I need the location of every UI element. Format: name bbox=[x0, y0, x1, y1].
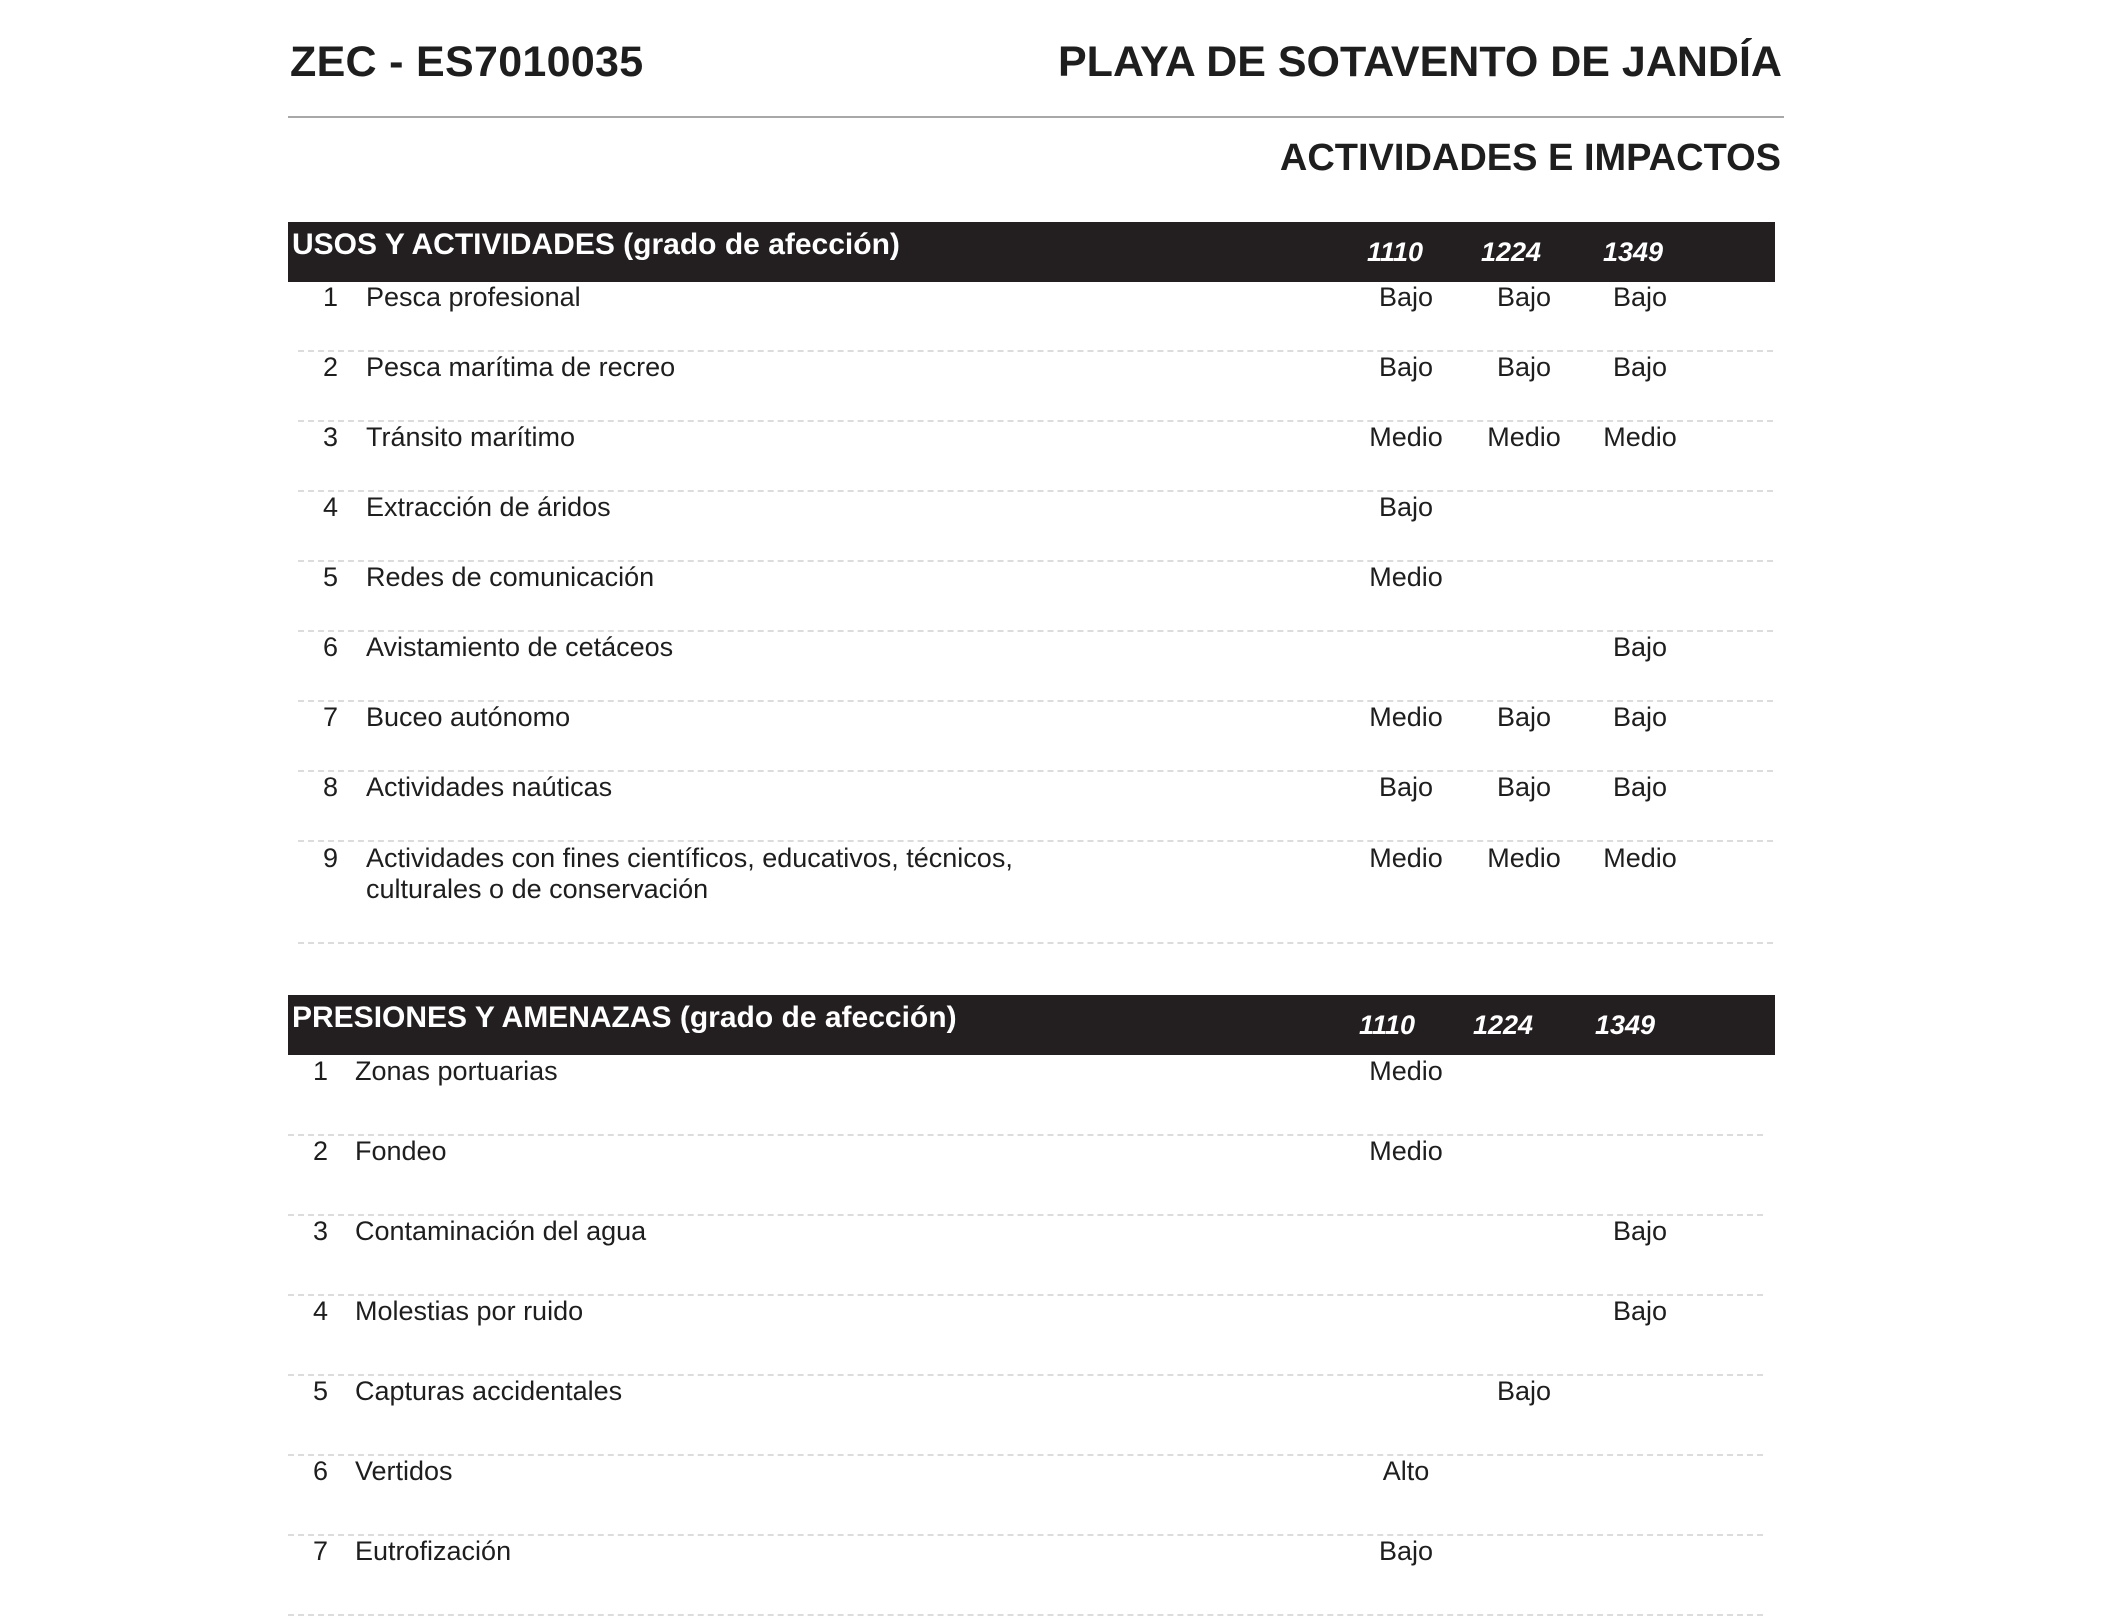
impact-level-1110: Medio bbox=[1369, 843, 1443, 873]
row-label: Redes de comunicación bbox=[366, 562, 655, 592]
row-number: 5 bbox=[322, 562, 338, 592]
impact-level-1224: Bajo bbox=[1496, 702, 1552, 732]
row-label: Buceo autónomo bbox=[366, 702, 571, 732]
table-row bbox=[288, 1456, 1763, 1536]
presiones-col-header: 1110 bbox=[1358, 1010, 1416, 1040]
impact-level-1224: Bajo bbox=[1496, 1376, 1552, 1406]
row-label: Molestias por ruido bbox=[355, 1296, 584, 1326]
row-number: 5 bbox=[312, 1376, 328, 1406]
impact-level-1110: Bajo bbox=[1378, 352, 1434, 382]
site-title: PLAYA DE SOTAVENTO DE JANDÍA bbox=[1058, 38, 1782, 86]
impact-level-1349: Bajo bbox=[1612, 632, 1668, 662]
presiones-table-header bbox=[288, 995, 1775, 1055]
impact-level-1224: Medio bbox=[1487, 422, 1561, 452]
presiones-table-title: PRESIONES Y AMENAZAS (grado de afección) bbox=[292, 1001, 957, 1034]
impact-level-1349: Bajo bbox=[1612, 1296, 1668, 1326]
table-row bbox=[298, 843, 1773, 944]
table-row bbox=[288, 1136, 1763, 1216]
presiones-col-header: 1349 bbox=[1594, 1010, 1656, 1040]
row-label: Tránsito marítimo bbox=[366, 422, 576, 452]
row-number: 2 bbox=[312, 1136, 328, 1166]
row-label: Avistamiento de cetáceos bbox=[366, 632, 674, 662]
row-number: 9 bbox=[322, 843, 338, 873]
row-label: Capturas accidentales bbox=[355, 1376, 623, 1406]
impact-level-1110: Bajo bbox=[1378, 282, 1434, 312]
row-number: 3 bbox=[322, 422, 338, 452]
impact-level-1110: Medio bbox=[1369, 562, 1443, 592]
impact-level-1110: Medio bbox=[1369, 1056, 1443, 1086]
usos-col-header: 1110 bbox=[1366, 237, 1424, 267]
impact-level-1349: Bajo bbox=[1612, 702, 1668, 732]
table-row bbox=[288, 1296, 1763, 1376]
impact-level-1349: Bajo bbox=[1612, 1216, 1668, 1246]
table-row bbox=[298, 352, 1773, 422]
table-row bbox=[288, 1216, 1763, 1296]
presiones-col-header: 1224 bbox=[1472, 1010, 1534, 1040]
impact-level-1349: Bajo bbox=[1612, 282, 1668, 312]
impact-level-1349: Bajo bbox=[1612, 352, 1668, 382]
row-label: Pesca marítima de recreo bbox=[366, 352, 676, 382]
row-number: 2 bbox=[322, 352, 338, 382]
row-number: 7 bbox=[312, 1536, 328, 1566]
row-number: 4 bbox=[322, 492, 338, 522]
impact-level-1224: Bajo bbox=[1496, 772, 1552, 802]
row-label: Pesca profesional bbox=[366, 282, 581, 312]
row-number: 3 bbox=[312, 1216, 328, 1246]
table-row bbox=[298, 492, 1773, 562]
row-label: Eutrofización bbox=[355, 1536, 512, 1566]
row-number: 7 bbox=[322, 702, 338, 732]
row-label: Vertidos bbox=[355, 1456, 453, 1486]
row-label: Actividades naúticas bbox=[366, 772, 613, 802]
row-label: Actividades con fines científicos, educativos, técnicos, culturales o de conservación bbox=[366, 843, 1013, 904]
impact-level-1349: Bajo bbox=[1612, 772, 1668, 802]
usos-table-title: USOS Y ACTIVIDADES (grado de afección) bbox=[292, 228, 900, 261]
row-number: 6 bbox=[322, 632, 338, 662]
section-title: ACTIVIDADES E IMPACTOS bbox=[1279, 137, 1781, 179]
row-label: Fondeo bbox=[355, 1136, 447, 1166]
table-row bbox=[288, 1056, 1763, 1136]
impact-level-1224: Bajo bbox=[1496, 352, 1552, 382]
impact-level-1110: Medio bbox=[1369, 702, 1443, 732]
table-row bbox=[288, 1376, 1763, 1456]
row-number: 8 bbox=[322, 772, 338, 802]
table-row bbox=[298, 422, 1773, 492]
header-divider bbox=[288, 116, 1784, 118]
row-label: Zonas portuarias bbox=[355, 1056, 558, 1086]
usos-col-header: 1349 bbox=[1602, 237, 1664, 267]
impact-level-1224: Medio bbox=[1487, 843, 1561, 873]
usos-col-header: 1224 bbox=[1480, 237, 1542, 267]
row-label: Extracción de áridos bbox=[366, 492, 611, 522]
impact-level-1110: Bajo bbox=[1378, 1536, 1434, 1566]
impact-level-1110: Bajo bbox=[1378, 492, 1434, 522]
impact-level-1349: Medio bbox=[1603, 422, 1677, 452]
row-number: 1 bbox=[322, 282, 338, 312]
impact-level-1110: Medio bbox=[1369, 422, 1443, 452]
row-number: 6 bbox=[312, 1456, 328, 1486]
row-number: 4 bbox=[312, 1296, 328, 1326]
impact-level-1110: Bajo bbox=[1378, 772, 1434, 802]
table-row bbox=[298, 562, 1773, 632]
table-row bbox=[298, 772, 1773, 842]
row-number: 1 bbox=[312, 1056, 328, 1086]
impact-level-1110: Medio bbox=[1369, 1136, 1443, 1166]
row-label: Contaminación del agua bbox=[355, 1216, 647, 1246]
impact-level-1349: Medio bbox=[1603, 843, 1677, 873]
document-code: ZEC - ES7010035 bbox=[290, 38, 644, 86]
table-row bbox=[288, 1536, 1763, 1616]
impact-level-1224: Bajo bbox=[1496, 282, 1552, 312]
table-row bbox=[298, 632, 1773, 702]
table-row bbox=[298, 282, 1773, 352]
table-row bbox=[298, 702, 1773, 772]
impact-level-1110: Alto bbox=[1382, 1456, 1430, 1486]
usos-table-header bbox=[288, 222, 1775, 282]
